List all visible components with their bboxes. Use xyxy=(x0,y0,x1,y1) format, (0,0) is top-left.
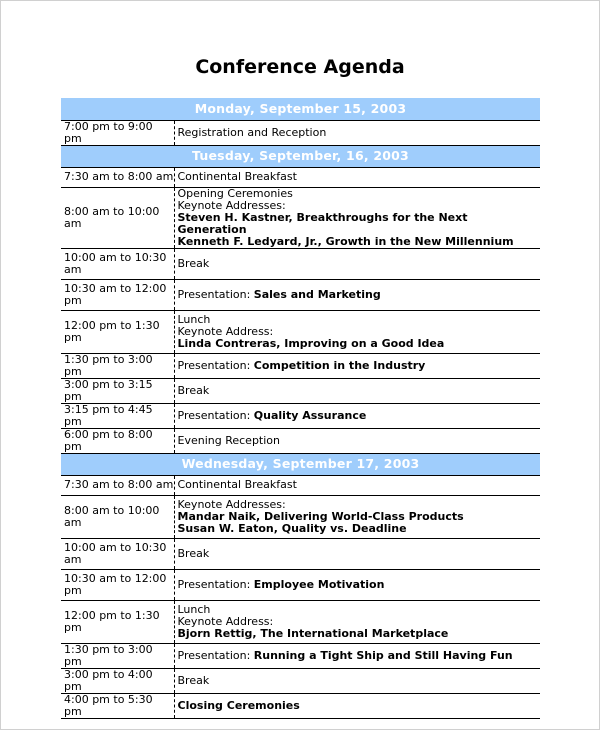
agenda-row xyxy=(61,120,540,145)
session-line xyxy=(178,700,541,712)
session-text: Keynote Address: xyxy=(177,614,274,628)
session-text: Presentation: xyxy=(177,577,254,591)
session-highlight: Kenneth F. Ledyard, Jr., Growth in the New Millennium xyxy=(177,234,514,248)
session-highlight: Competition in the Industry xyxy=(253,358,426,372)
agenda-row xyxy=(61,167,540,187)
session-time: 12:00 pm to 1:30 pm xyxy=(61,600,174,643)
session-details xyxy=(174,643,540,668)
session-text: Continental Breakfast xyxy=(177,478,297,491)
session-details xyxy=(174,403,540,428)
session-time: 1:30 pm to 3:00 pm xyxy=(61,353,174,378)
session-text: Keynote Addresses: xyxy=(177,497,286,511)
session-details xyxy=(174,353,540,378)
session-text: Lunch xyxy=(177,602,211,616)
session-highlight: Bjorn Rettig, The International Marketplace xyxy=(177,626,449,640)
session-time: 3:00 pm to 3:15 pm xyxy=(61,378,174,403)
session-highlight: Linda Contreras, Improving on a Good Idea xyxy=(177,336,445,350)
session-text: Presentation: xyxy=(177,648,254,662)
session-time: 12:00 pm to 1:30 pm xyxy=(61,310,174,353)
agenda-row xyxy=(61,569,540,600)
session-time: 7:30 am to 8:00 am xyxy=(61,167,174,187)
session-time: 1:30 pm to 3:00 pm xyxy=(61,643,174,668)
session-line xyxy=(178,212,541,236)
session-text: Presentation: xyxy=(177,358,254,372)
day-header xyxy=(61,145,540,167)
session-details xyxy=(174,668,540,693)
session-line xyxy=(178,360,541,372)
session-details xyxy=(174,279,540,310)
session-details xyxy=(174,167,540,187)
session-text: Break xyxy=(177,546,210,560)
session-text: Registration and Reception xyxy=(177,125,327,139)
session-line xyxy=(178,675,541,687)
session-time: 7:00 pm to 9:00 pm xyxy=(61,120,174,145)
session-line xyxy=(178,171,541,183)
agenda-row xyxy=(61,538,540,569)
session-line xyxy=(178,650,541,662)
session-text: Break xyxy=(177,673,210,687)
session-details xyxy=(174,569,540,600)
session-time: 10:00 am to 10:30 am xyxy=(61,248,174,279)
session-line xyxy=(178,628,541,640)
session-time: 6:00 pm to 8:00 pm xyxy=(61,428,174,453)
session-line xyxy=(178,127,541,139)
session-line xyxy=(178,289,541,301)
session-details xyxy=(174,378,540,403)
session-line xyxy=(178,258,541,270)
session-line xyxy=(178,579,541,591)
agenda-row xyxy=(61,495,540,538)
session-text: Break xyxy=(177,256,210,270)
session-text: Lunch xyxy=(177,312,211,326)
session-text: Keynote Address: xyxy=(177,324,274,338)
agenda-table xyxy=(61,98,540,719)
agenda-row xyxy=(61,403,540,428)
session-details xyxy=(174,310,540,353)
day-heading: Tuesday, September, 16, 2003 xyxy=(61,145,540,167)
agenda-row xyxy=(61,600,540,643)
agenda-row xyxy=(61,668,540,693)
session-time: 10:30 am to 12:00 pm xyxy=(61,279,174,310)
session-line xyxy=(178,410,541,422)
day-heading: Wednesday, September 17, 2003 xyxy=(61,453,540,475)
session-highlight: Sales and Marketing xyxy=(253,287,381,301)
session-time: 10:30 am to 12:00 pm xyxy=(61,569,174,600)
session-line xyxy=(178,479,541,491)
session-details xyxy=(174,495,540,538)
session-text: Evening Reception xyxy=(177,433,280,447)
session-line xyxy=(178,523,541,535)
session-details xyxy=(174,428,540,453)
session-text: Continental Breakfast xyxy=(177,170,297,183)
agenda-row xyxy=(61,475,540,495)
agenda-row xyxy=(61,378,540,403)
agenda-row xyxy=(61,310,540,353)
session-details xyxy=(174,187,540,248)
agenda-row xyxy=(61,693,540,718)
session-text: Keynote Addresses: xyxy=(177,198,286,212)
session-line xyxy=(178,435,541,447)
agenda-row xyxy=(61,428,540,453)
session-line xyxy=(178,385,541,397)
session-time: 8:00 am to 10:00 am xyxy=(61,187,174,248)
session-details xyxy=(174,538,540,569)
page-title: Conference Agenda xyxy=(195,56,405,78)
session-text: Break xyxy=(177,383,210,397)
agenda-row xyxy=(61,187,540,248)
session-details xyxy=(174,475,540,495)
agenda-row xyxy=(61,353,540,378)
session-time: 7:30 am to 8:00 am xyxy=(61,475,174,495)
session-text: Presentation: xyxy=(177,287,254,301)
session-time: 3:15 pm to 4:45 pm xyxy=(61,403,174,428)
session-highlight: Running a Tight Ship and Still Having Fun xyxy=(253,648,513,662)
session-details xyxy=(174,120,540,145)
day-heading: Monday, September 15, 2003 xyxy=(61,98,540,120)
session-highlight: Susan W. Eaton, Quality vs. Deadline xyxy=(177,521,407,535)
session-time: 4:00 pm to 5:30 pm xyxy=(61,693,174,718)
day-header xyxy=(61,98,540,120)
session-line xyxy=(178,338,541,350)
session-line xyxy=(178,236,541,248)
session-details xyxy=(174,248,540,279)
session-highlight: Employee Motivation xyxy=(253,577,385,591)
agenda-row xyxy=(61,643,540,668)
session-highlight: Mandar Naik, Delivering World-Class Products xyxy=(177,509,464,523)
agenda-row xyxy=(61,248,540,279)
session-text: Presentation: xyxy=(177,408,254,422)
session-highlight: Quality Assurance xyxy=(253,408,367,422)
session-line xyxy=(178,548,541,560)
session-highlight: Closing Ceremonies xyxy=(177,698,300,712)
session-highlight: Steven H. Kastner, Breakthroughs for the Next Generation xyxy=(177,210,468,236)
session-time: 3:00 pm to 4:00 pm xyxy=(61,668,174,693)
day-header xyxy=(61,453,540,475)
session-time: 10:00 am to 10:30 am xyxy=(61,538,174,569)
session-details xyxy=(174,693,540,718)
session-time: 8:00 am to 10:00 am xyxy=(61,495,174,538)
agenda-row xyxy=(61,279,540,310)
session-text: Opening Ceremonies xyxy=(177,187,293,200)
session-details xyxy=(174,600,540,643)
